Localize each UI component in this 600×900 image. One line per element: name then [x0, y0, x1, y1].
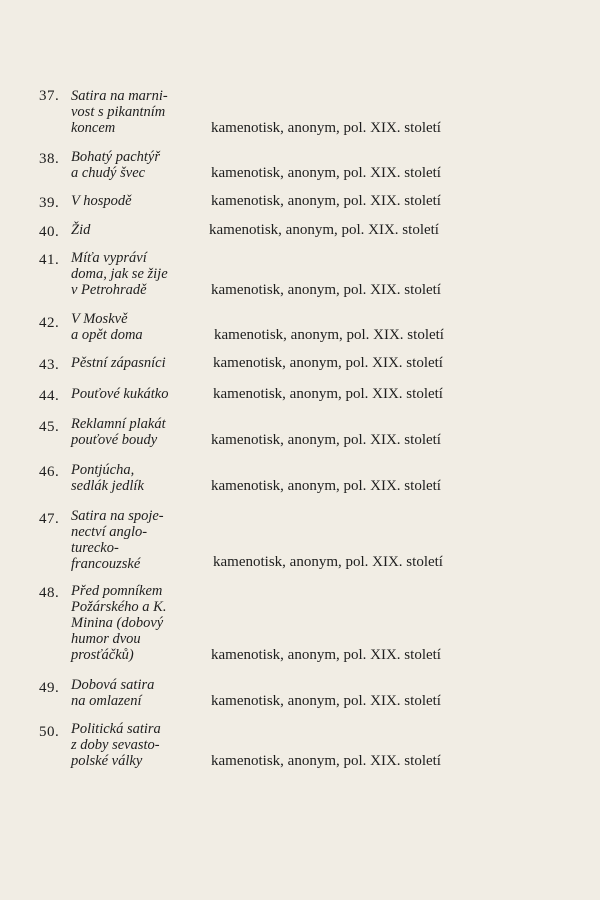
entry-title: V hospodě	[71, 193, 132, 209]
entry-title: Pouťové kukátko	[71, 386, 169, 402]
entry-number: 42.	[39, 315, 60, 331]
entry-title: Bohatý pachtýř a chudý švec	[71, 149, 160, 181]
entry-title: Před pomníkem Požárského a K. Minina (dobový humor dvou prosťáčků)	[71, 583, 167, 663]
entry-number: 47.	[39, 511, 60, 527]
entry-description: kamenotisk, anonym, pol. XIX. století	[213, 355, 443, 371]
entry-title: V Moskvě a opět doma	[71, 311, 143, 343]
entry-number: 37.	[39, 88, 60, 104]
entry-title: Satira na marni- vost s pikantním koncem	[71, 88, 168, 136]
entry-number: 49.	[39, 680, 60, 696]
entry-number: 41.	[39, 252, 60, 268]
entry-title: Pěstní zápasníci	[71, 355, 166, 371]
entry-number: 45.	[39, 419, 60, 435]
entry-description: kamenotisk, anonym, pol. XIX. století	[209, 222, 439, 238]
entry-number: 50.	[39, 724, 60, 740]
entry-number: 44.	[39, 388, 60, 404]
entry-number: 39.	[39, 195, 60, 211]
entry-title: Míťa vypráví doma, jak se žije v Petrohradě	[71, 250, 168, 298]
entry-title: Politická satira z doby sevasto- polské války	[71, 721, 161, 769]
entry-title: Žid	[71, 222, 91, 238]
entry-title: Dobová satira na omlazení	[71, 677, 155, 709]
entry-description: kamenotisk, anonym, pol. XIX. století	[211, 478, 441, 494]
entry-title: Pontjúcha, sedlák jedlík	[71, 462, 144, 494]
entry-number: 43.	[39, 357, 60, 373]
entry-number: 46.	[39, 464, 60, 480]
entry-number: 40.	[39, 224, 60, 240]
entry-description: kamenotisk, anonym, pol. XIX. století	[211, 165, 441, 181]
entry-number: 38.	[39, 151, 60, 167]
entry-description: kamenotisk, anonym, pol. XIX. století	[214, 327, 444, 343]
entry-description: kamenotisk, anonym, pol. XIX. století	[211, 647, 441, 663]
entry-description: kamenotisk, anonym, pol. XIX. století	[211, 282, 441, 298]
entry-title: Reklamní plakát pouťové boudy	[71, 416, 166, 448]
entry-number: 48.	[39, 585, 60, 601]
entry-description: kamenotisk, anonym, pol. XIX. století	[211, 753, 441, 769]
entry-description: kamenotisk, anonym, pol. XIX. století	[211, 693, 441, 709]
entry-description: kamenotisk, anonym, pol. XIX. století	[213, 554, 443, 570]
entry-description: kamenotisk, anonym, pol. XIX. století	[211, 432, 441, 448]
entry-description: kamenotisk, anonym, pol. XIX. století	[213, 386, 443, 402]
entry-description: kamenotisk, anonym, pol. XIX. století	[211, 120, 441, 136]
entry-description: kamenotisk, anonym, pol. XIX. století	[211, 193, 441, 209]
entry-title: Satira na spoje- nectví anglo- turecko- francouzské	[71, 508, 164, 572]
